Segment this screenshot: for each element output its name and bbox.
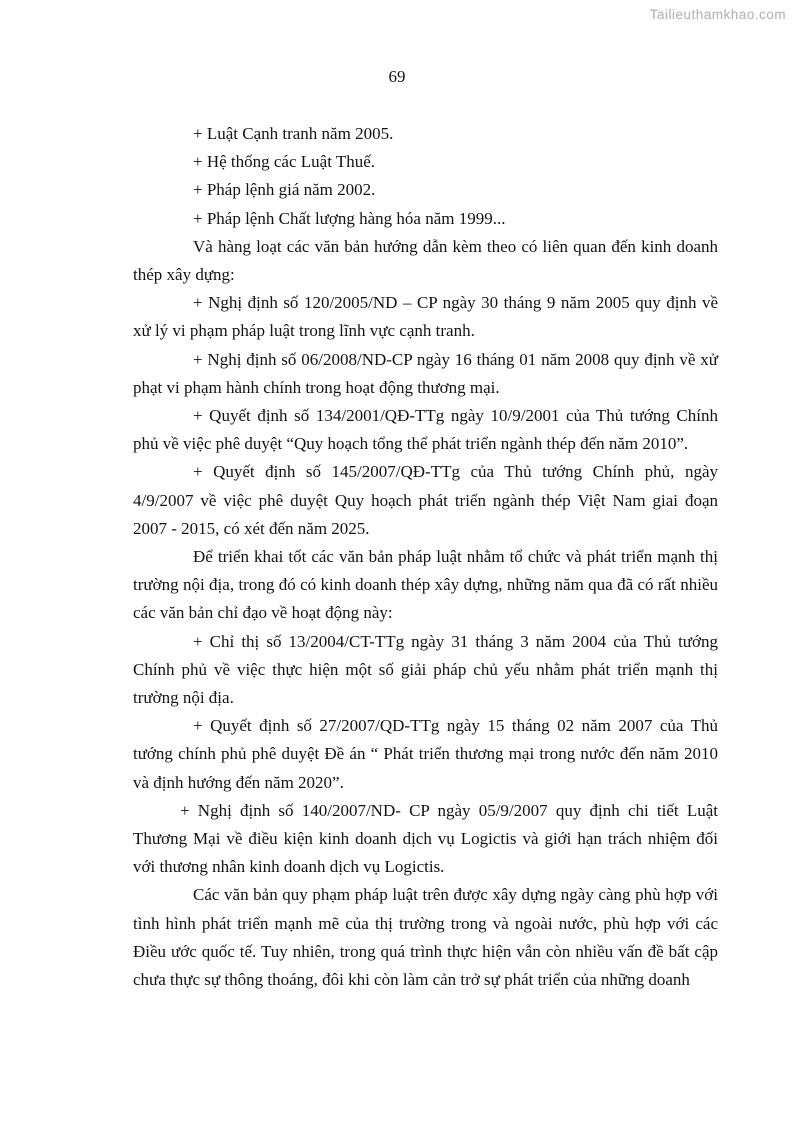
- list-item-law-canh-tranh: + Luật Cạnh tranh năm 2005.: [193, 124, 394, 143]
- body-paragraph-intro: Và hàng loạt các văn bản hướng dẫn kèm theo có liên quan đến kinh doanh thép xây dựng:: [133, 236, 718, 285]
- list-item-phap-lenh-gia: + Pháp lệnh giá năm 2002.: [193, 180, 376, 200]
- list-item-nghi-dinh-06-2008: + Nghị định số 06/2008/ND-CP ngày 16 tháng 01 năm 2008 quy định về xử phạt vi phạm hành chính trong hoạt động thương mại.: [133, 349, 718, 397]
- list-item-nghi-dinh-140-2007: + Nghị định số 140/2007/ND- CP ngày 05/9/2007 quy định chi tiết Luật Thương Mại về điều kiện kinh doanh dịch vụ Logictis và giới hạn trách nhiệm đối với thương nhân kinh doanh dịch vụ Logictis.: [133, 800, 718, 877]
- page-number: 69: [388, 67, 406, 86]
- list-item-quyet-dinh-134-2001: + Quyết định số 134/2001/QĐ-TTg ngày 10/9/2001 của Thủ tướng Chính phủ về việc phê duyệt “Quy hoạch tổng thể phát triển ngành thép đến năm 2010”.: [133, 406, 718, 454]
- list-item-quyet-dinh-145-2007: + Quyết định số 145/2007/QĐ-TTg của Thủ tướng Chính phủ, ngày 4/9/2007 về việc phê duyệt Quy hoạch phát triển ngành thép Việt Nam giai đoạn 2007 - 2015, có xét đến năm 2025.: [133, 462, 718, 538]
- body-paragraph-conclusion: Các văn bản quy phạm pháp luật trên được xây dựng ngày càng phù hợp với tình hình phát triển mạnh mẽ của thị trường trong và ngoài nước, phù hợp với các Điều ước quốc tế. Tuy nhiên, trong quá trình thực hiện vẫn còn nhiều vấn đề bất cập chưa thực sự thông thoáng, đôi khi còn làm cản trở sự phát triển của những doanh: [133, 885, 718, 990]
- list-item-quyet-dinh-27-2007: + Quyết định số 27/2007/QD-TTg ngày 15 tháng 02 năm 2007 của Thủ tướng chính phủ phê duyệt Đề án “ Phát triển thương mại trong nước đến năm 2010 và định hướng đến năm 2020”.: [133, 716, 718, 792]
- list-item-nghi-dinh-120-2005: + Nghị định số 120/2005/ND – CP ngày 30 tháng 9 năm 2005 quy định về xử lý vi phạm pháp luật trong lĩnh vực cạnh tranh.: [133, 293, 718, 341]
- body-paragraph-trien-khai: Để triển khai tốt các văn bản pháp luật nhằm tổ chức và phát triển mạnh thị trường nội địa, trong đó có kinh doanh thép xây dựng, những năm qua đã có rất nhiều các văn bản chỉ đạo về hoạt động này:: [133, 547, 718, 623]
- watermark-text: Tailieuthamkhao.com: [649, 7, 786, 22]
- document-body: [0, 120, 794, 994]
- list-item-luat-thue: + Hệ thống các Luật Thuế.: [193, 152, 376, 172]
- list-item-chi-thi-13-2004: + Chỉ thị số 13/2004/CT-TTg ngày 31 tháng 3 năm 2004 của Thủ tướng Chính phủ về việc thực hiện một số giải pháp chủ yếu nhằm phát triển mạnh thị trường nội địa.: [133, 631, 718, 708]
- list-item-phap-lenh-chat-luong: + Pháp lệnh Chất lượng hàng hóa năm 1999...: [193, 208, 506, 228]
